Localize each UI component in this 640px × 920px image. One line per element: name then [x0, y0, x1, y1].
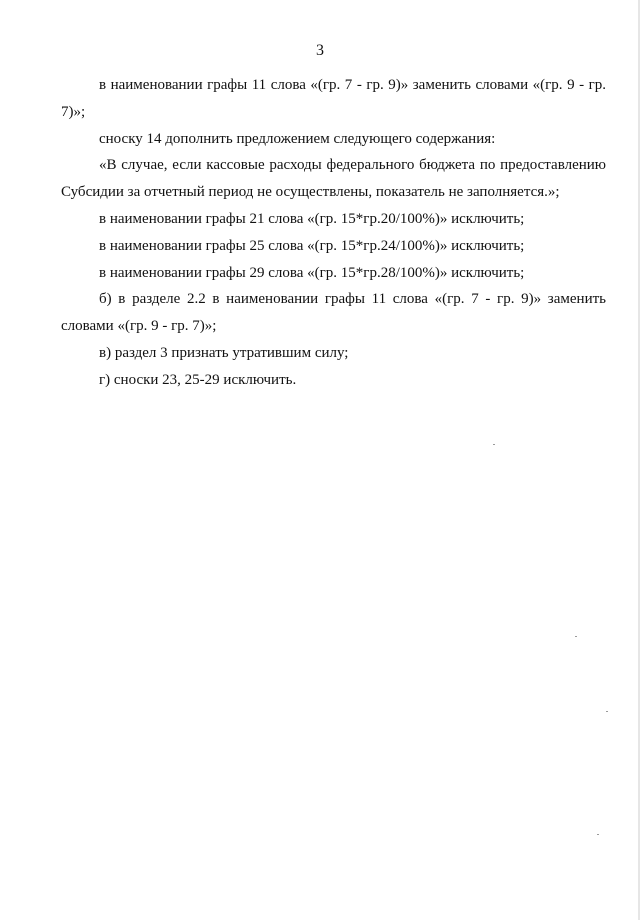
scan-speck: [597, 834, 599, 835]
paragraph-quoted-sentence: «В случае, если кассовые расходы федерального бюджета по предоставлению Субсидии за отчетный период не осуществлены, показатель не заполняется.»;: [61, 157, 606, 201]
page-number: 3: [316, 42, 324, 59]
document-body: [61, 72, 606, 394]
paragraph-graph-29-exclude: в наименовании графы 29 слова «(гр. 15*гр.28/100%)» исключить;: [99, 264, 525, 281]
paragraph-graph-25-exclude: в наименовании графы 25 слова «(гр. 15*гр.24/100%)» исключить;: [99, 237, 525, 254]
scan-speck: [575, 636, 577, 637]
scan-speck: [493, 444, 495, 445]
scan-speck: [606, 711, 608, 712]
paragraph-footnotes-exclude: г) сноски 23, 25-29 исключить.: [99, 371, 297, 388]
paragraph-section-3: в) раздел 3 признать утратившим силу;: [99, 344, 349, 361]
paragraph-graph-11-replace: в наименовании графы 11 слова «(гр. 7 - гр. 9)» заменить словами «(гр. 9 - гр. 7)»;: [61, 77, 606, 120]
paragraph-graph-21-exclude: в наименовании графы 21 слова «(гр. 15*гр.20/100%)» исключить;: [99, 210, 525, 227]
paragraph-section-2-2: б) в разделе 2.2 в наименовании графы 11 слова «(гр. 7 - гр. 9)» заменить словами «(гр. 9 - гр. 7)»;: [61, 291, 606, 335]
paragraph-footnote-14: сноску 14 дополнить предложением следующего содержания:: [99, 130, 496, 147]
